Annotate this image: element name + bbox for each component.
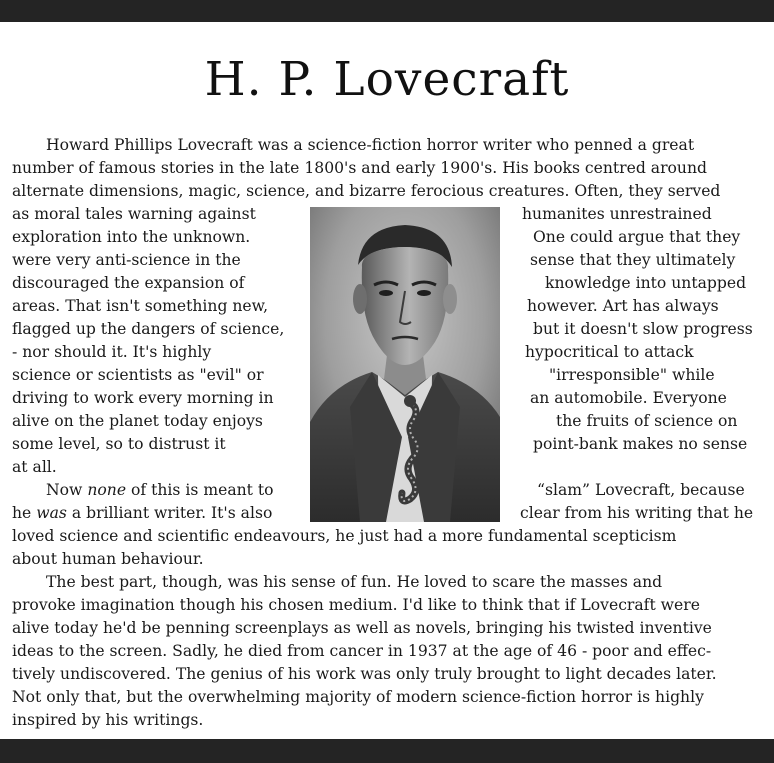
p2-line: [12, 502, 272, 524]
p3-line: ideas to the screen. Sadly, he died from cancer in 1937 at the age of 46 - poor and effec-: [12, 642, 712, 660]
p1-line: number of famous stories in the late 1800's and early 1900's. His books centred around: [12, 159, 708, 177]
p2-text: he: [12, 504, 37, 522]
wrap-right-line: One could argue that they: [533, 228, 741, 246]
p2-text: Now: [46, 481, 88, 499]
wrap-left-line: exploration into the unknown.: [12, 228, 251, 246]
p1-line: Howard Phillips Lovecraft was a science-fiction horror writer who penned a great: [46, 136, 695, 154]
wrap-left-line: were very anti-science in the: [12, 251, 241, 269]
wrap-left-line: at all.: [12, 458, 57, 476]
wrap-right-line: the fruits of science on: [556, 412, 738, 430]
wrap-right-line: knowledge into untapped: [545, 274, 747, 292]
wrap-right-line: hypocritical to attack: [525, 343, 694, 361]
wrap-left-line: science or scientists as "evil" or: [12, 366, 264, 384]
wrap-left-line: - nor should it. It's highly: [12, 343, 212, 361]
p2-right-line: “slam” Lovecraft, because: [537, 481, 745, 499]
p2-text: a brilliant writer. It's also: [66, 504, 273, 522]
p3-line: The best part, though, was his sense of fun. He loved to scare the masses and: [46, 573, 663, 591]
wrap-right-line: "irresponsible" while: [549, 366, 715, 384]
wrap-left-line: flagged up the dangers of science,: [12, 320, 285, 338]
wrap-left-line: driving to work every morning in: [12, 389, 274, 407]
p3-line: inspired by his writings.: [12, 711, 204, 729]
p2-line: [46, 479, 274, 501]
p2-line: about human behaviour.: [12, 550, 204, 568]
p2-text: of this is meant to: [126, 481, 274, 499]
p3-line: provoke imagination though his chosen medium. I'd like to think that if Lovecraft were: [12, 596, 700, 614]
bottom-border-bar: [0, 739, 774, 763]
p2-line: loved science and scientific endeavours, he just had a more fundamental scepticism: [12, 527, 677, 545]
wrap-left-line: discouraged the expansion of: [12, 274, 245, 292]
p2-emphasis: was: [36, 504, 67, 522]
page-title: H. P. Lovecraft: [204, 52, 570, 107]
wrap-right-line: however. Art has always: [527, 297, 719, 315]
p3-line: tively undiscovered. The genius of his work was only truly brought to light decades later.: [12, 665, 717, 683]
wrap-left-line: some level, so to distrust it: [12, 435, 226, 453]
wrap-right-line: an automobile. Everyone: [530, 389, 727, 407]
p3-line: alive today he'd be penning screenplays as well as novels, bringing his twisted inventive: [12, 619, 712, 637]
wrap-right-line: but it doesn't slow progress: [533, 320, 753, 338]
top-border-bar: [0, 0, 774, 22]
p1-line: alternate dimensions, magic, science, and bizarre ferocious creatures. Often, they served: [12, 182, 721, 200]
wrap-right-line: humanites unrestrained: [522, 205, 712, 223]
lovecraft-portrait-image: [310, 207, 500, 522]
wrap-right-line: point-bank makes no sense: [533, 435, 748, 453]
wrap-left-line: areas. That isn't something new,: [12, 297, 269, 315]
document-page: [0, 22, 774, 739]
p2-right-line: clear from his writing that he: [520, 504, 754, 522]
wrap-left-line: alive on the planet today enjoys: [12, 412, 263, 430]
wrap-right-line: sense that they ultimately: [530, 251, 736, 269]
p3-line: Not only that, but the overwhelming majority of modern science-fiction horror is highly: [12, 688, 704, 706]
wrap-left-line: as moral tales warning against: [12, 205, 256, 223]
p2-emphasis: none: [87, 481, 127, 499]
